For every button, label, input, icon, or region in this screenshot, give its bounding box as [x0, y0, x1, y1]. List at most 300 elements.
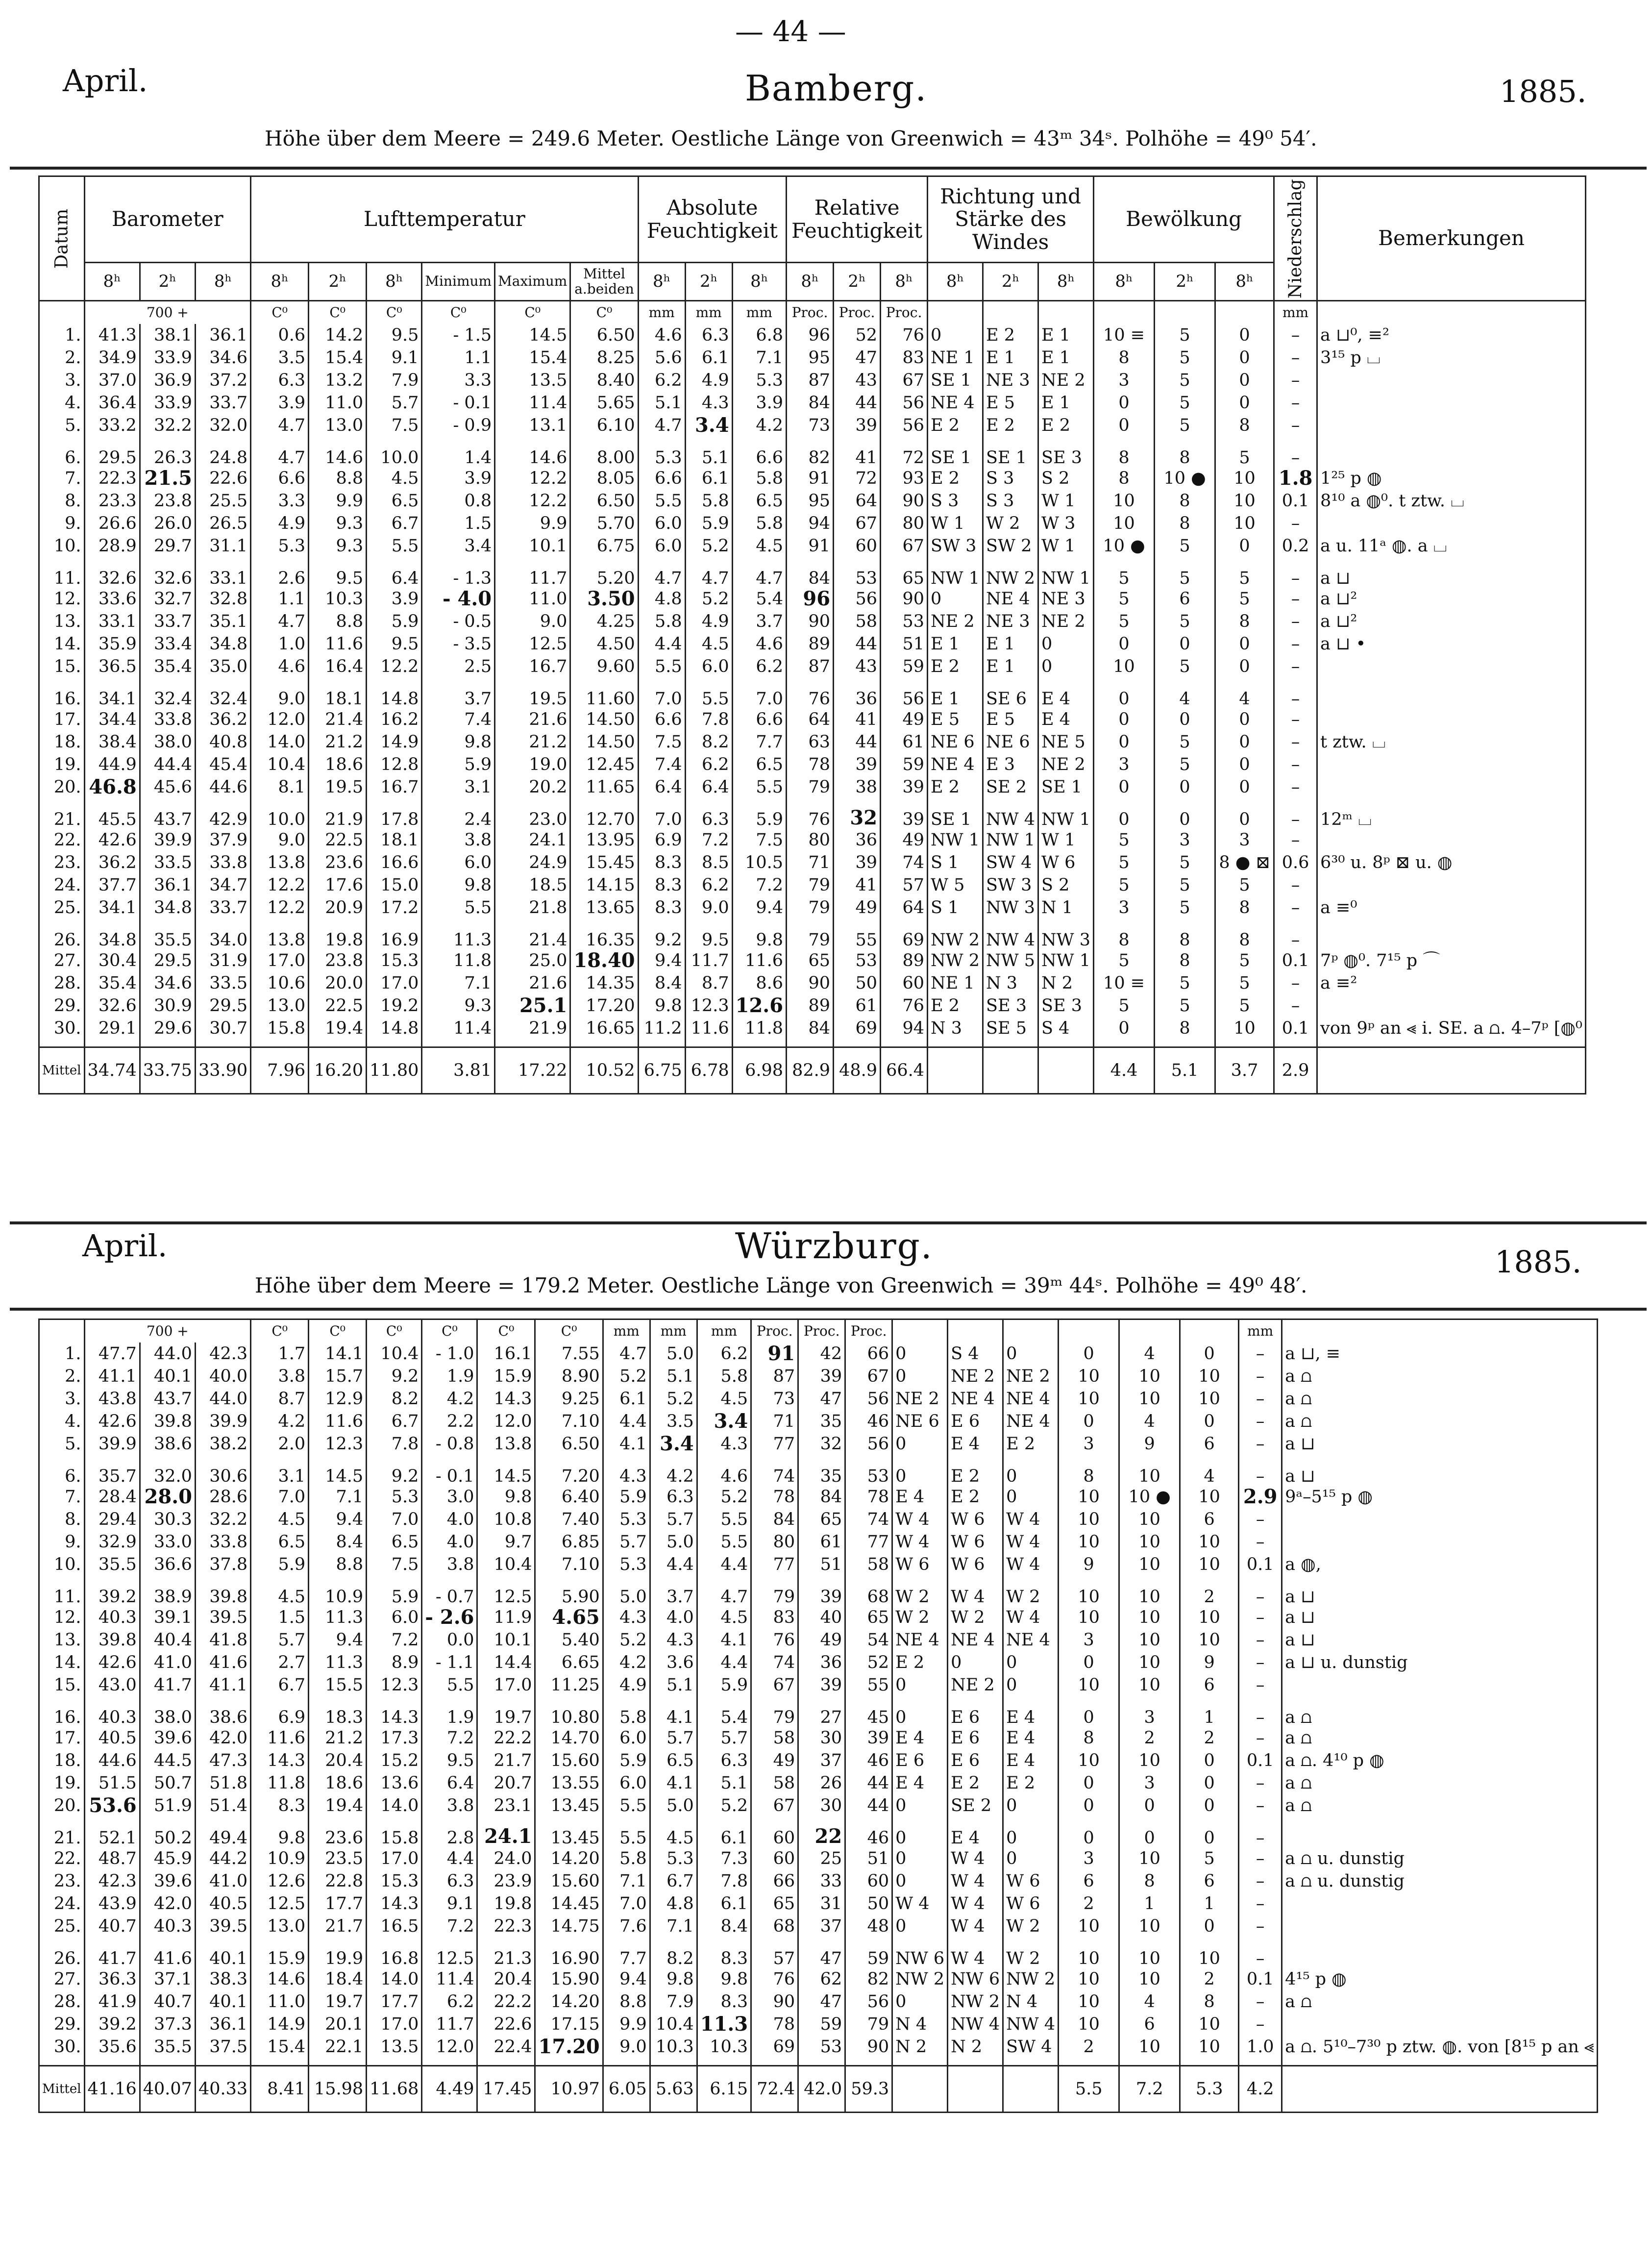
cell-absf-2h: 6.3 — [685, 324, 732, 347]
cell-baro-2h: 45.6 — [140, 776, 195, 798]
cell-absf-8h-eve: 8.3 — [697, 1990, 751, 2013]
cell-wind-8h: SW 3 — [928, 535, 983, 557]
cell-wind-8h-eve: W 2 — [1003, 1938, 1059, 1968]
cell-cloud-8h-eve: 0 — [1180, 1749, 1239, 1772]
cell-absf-8h-eve: 3.9 — [732, 392, 786, 414]
cell-niederschlag: – — [1274, 512, 1317, 535]
cell-absf-8h-eve: 6.8 — [732, 324, 786, 347]
cell-wind-8h-eve: W 4 — [1003, 1531, 1059, 1553]
cell-relf-8h: 58 — [751, 1727, 798, 1749]
cell-temp-2h: 14.1 — [309, 1343, 367, 1365]
cell-wind-2h: SE 1 — [983, 437, 1038, 467]
mittel-niederschlag: 2.9 — [1274, 1047, 1317, 1094]
cell-absf-8h: 6.2 — [638, 369, 685, 392]
cell-baro-8h-eve: 29.5 — [195, 995, 250, 1017]
cell-baro-8h: 52.1 — [84, 1817, 140, 1847]
cell-temp-8h-eve: 15.0 — [367, 874, 422, 896]
cell-wind-8h-eve: E 4 — [1038, 678, 1094, 708]
cell-cloud-8h: 0 — [1094, 414, 1155, 437]
cell-temp-mittel: 14.15 — [570, 874, 638, 896]
cell-relf-8h: 89 — [787, 633, 834, 655]
table-row — [39, 708, 1586, 731]
datum-header: Datum — [39, 176, 85, 301]
cell-temp-mittel: 14.75 — [535, 1915, 603, 1938]
cell-baro-8h-eve: 39.5 — [195, 1606, 250, 1629]
cell-baro-2h: 29.7 — [140, 535, 195, 557]
cell-temp-mittel: 14.20 — [535, 1990, 603, 2013]
cell-wind-8h: 0 — [892, 1433, 948, 1455]
cell-cloud-2h: 10 — [1119, 1847, 1180, 1870]
cell-cloud-8h-eve: 0 — [1215, 708, 1274, 731]
cell-wind-8h-eve: W 6 — [1038, 851, 1094, 874]
cell-relf-8h-eve: 53 — [845, 1455, 892, 1486]
cell-temp-mittel: 10.80 — [535, 1696, 603, 1727]
cell-temp-2h: 11.0 — [309, 392, 367, 414]
cell-wind-2h: E 2 — [948, 1486, 1003, 1508]
cell-temp-8h: 4.7 — [251, 610, 309, 633]
cell-wind-8h: W 1 — [928, 512, 983, 535]
cell-wind-8h: NE 1 — [928, 972, 983, 995]
cell-temp-8h: 1.7 — [251, 1343, 309, 1365]
cell-relf-8h-eve: 82 — [845, 1968, 892, 1990]
cell-wind-2h: E 6 — [948, 1410, 1003, 1433]
cell-cloud-8h: 5 — [1094, 588, 1155, 610]
cell-wind-2h: NW 5 — [983, 949, 1038, 972]
cell-relf-8h-eve: 56 — [845, 1388, 892, 1410]
cell-baro-8h: 39.2 — [84, 1576, 140, 1606]
cell-baro-8h: 23.3 — [84, 490, 140, 512]
cell-relf-8h: 76 — [787, 678, 834, 708]
cell-baro-8h: 40.3 — [84, 1696, 140, 1727]
cell-datum: 1. — [39, 1343, 85, 1365]
cell-baro-8h: 41.9 — [84, 1990, 140, 2013]
cell-temp-8h: 9.0 — [251, 678, 309, 708]
cell-absf-8h-eve: 11.6 — [732, 949, 786, 972]
cell-cloud-2h: 6 — [1119, 2013, 1180, 2036]
cell-relf-8h: 84 — [787, 557, 834, 588]
cell-temp-max: 14.3 — [477, 1388, 535, 1410]
cell-temp-min: 11.8 — [422, 949, 495, 972]
cell-temp-8h: 6.9 — [251, 1696, 309, 1727]
cell-absf-8h-eve: 8.4 — [697, 1915, 751, 1938]
cell-absf-2h: 9.8 — [650, 1968, 697, 1990]
cell-absf-8h: 8.8 — [603, 1990, 650, 2013]
cell-baro-2h: 33.8 — [140, 708, 195, 731]
table-row — [39, 1531, 1598, 1553]
cell-cloud-8h-eve: 0 — [1215, 535, 1274, 557]
cell-temp-2h: 14.6 — [309, 437, 367, 467]
table-row — [39, 829, 1586, 851]
cell-relf-2h: 84 — [798, 1486, 845, 1508]
cell-datum: 4. — [39, 1410, 85, 1433]
cell-temp-2h: 22.5 — [309, 829, 367, 851]
cell-cloud-8h: 3 — [1094, 896, 1155, 919]
cell-temp-8h-eve: 6.5 — [367, 490, 422, 512]
cell-wind-2h: E 6 — [948, 1696, 1003, 1727]
mittel-temp-min: 3.81 — [422, 1047, 495, 1094]
cell-relf-8h-eve: 60 — [845, 1870, 892, 1892]
cell-baro-8h-eve: 33.8 — [195, 851, 250, 874]
cell-cloud-8h: 0 — [1059, 1343, 1119, 1365]
cell-temp-min: 1.5 — [422, 512, 495, 535]
cell-temp-2h: 11.3 — [309, 1651, 367, 1674]
cell-temp-2h: 19.8 — [309, 919, 367, 949]
table-row — [39, 324, 1586, 347]
cell-relf-8h: 95 — [787, 490, 834, 512]
unit: C⁰ — [251, 1319, 309, 1343]
cell-bemerkung — [1282, 1938, 1598, 1968]
cell-cloud-8h: 6 — [1059, 1870, 1119, 1892]
cell-temp-mittel: 14.50 — [570, 708, 638, 731]
cell-relf-8h-eve: 39 — [845, 1727, 892, 1749]
cell-absf-8h-eve: 10.3 — [697, 2036, 751, 2058]
cell-relf-8h-eve: 80 — [881, 512, 928, 535]
cell-temp-2h: 15.5 — [309, 1674, 367, 1696]
cell-temp-8h: 10.6 — [251, 972, 309, 995]
cell-temp-8h: 14.9 — [251, 2013, 309, 2036]
cell-temp-mittel: 5.90 — [535, 1576, 603, 1606]
table-row — [39, 1410, 1598, 1433]
cell-temp-min: 0.0 — [422, 1629, 477, 1651]
cell-cloud-8h-eve: 5 — [1215, 557, 1274, 588]
cell-wind-8h: S 3 — [928, 490, 983, 512]
cell-absf-2h: 6.7 — [650, 1870, 697, 1892]
cell-baro-8h-eve: 51.4 — [195, 1794, 250, 1817]
cell-temp-max: 11.7 — [495, 557, 570, 588]
cell-relf-8h-eve: 79 — [845, 2013, 892, 2036]
cell-relf-2h: 44 — [834, 392, 881, 414]
cell-absf-8h: 6.0 — [638, 535, 685, 557]
cell-cloud-8h-eve: 0 — [1215, 369, 1274, 392]
cell-cloud-8h-eve: 1 — [1180, 1696, 1239, 1727]
cell-temp-mittel: 8.90 — [535, 1365, 603, 1388]
cell-datum: 15. — [39, 655, 85, 678]
cell-cloud-8h-eve: 0 — [1215, 633, 1274, 655]
cell-relf-2h: 50 — [834, 972, 881, 995]
cell-temp-2h: 12.9 — [309, 1388, 367, 1410]
col-header-maximum: Maximum — [495, 263, 570, 301]
cell-temp-8h-eve: 6.4 — [367, 557, 422, 588]
cell-relf-8h-eve: 49 — [881, 708, 928, 731]
cell-bemerkung: 4¹⁵ p ◍ — [1282, 1968, 1598, 1990]
cell-baro-8h-eve: 24.8 — [195, 437, 250, 467]
cell-temp-max: 12.5 — [477, 1576, 535, 1606]
cell-temp-8h-eve: 5.5 — [367, 535, 422, 557]
cell-wind-8h-eve: SE 3 — [1038, 995, 1094, 1017]
cell-relf-8h-eve: 65 — [845, 1606, 892, 1629]
cell-temp-min: 4.0 — [422, 1531, 477, 1553]
table-row — [39, 1968, 1598, 1990]
cell-niederschlag: – — [1274, 678, 1317, 708]
cell-wind-8h: NW 1 — [928, 557, 983, 588]
table-row — [39, 1651, 1598, 1674]
unit: Proc. — [751, 1319, 798, 1343]
cell-wind-8h: NW 2 — [928, 919, 983, 949]
cell-temp-mittel: 15.45 — [570, 851, 638, 874]
cell-wind-8h-eve: E 2 — [1003, 1772, 1059, 1794]
cell-datum: 9. — [39, 1531, 85, 1553]
station-name: Bamberg. — [745, 68, 928, 109]
cell-baro-2h: 40.1 — [140, 1365, 195, 1388]
cell-baro-2h: 38.1 — [140, 324, 195, 347]
cell-niederschlag: – — [1239, 1365, 1282, 1388]
cell-cloud-2h: 5 — [1155, 369, 1215, 392]
table-row — [39, 1606, 1598, 1629]
cell-temp-8h: 11.8 — [251, 1772, 309, 1794]
cell-baro-2h: 33.5 — [140, 851, 195, 874]
cell-niederschlag: 1.8 — [1274, 467, 1317, 490]
cell-relf-8h-eve: 44 — [845, 1772, 892, 1794]
cell-wind-2h: NW 4 — [948, 2013, 1003, 2036]
cell-niederschlag: 0.1 — [1239, 1968, 1282, 1990]
cell-baro-8h-eve: 40.8 — [195, 731, 250, 753]
cell-baro-2h: 35.4 — [140, 655, 195, 678]
cell-absf-8h: 4.7 — [638, 414, 685, 437]
cell-absf-2h: 4.9 — [685, 369, 732, 392]
cell-baro-8h-eve: 34.6 — [195, 347, 250, 369]
cell-absf-8h: 6.0 — [603, 1727, 650, 1749]
cell-cloud-8h-eve: 0 — [1180, 1343, 1239, 1365]
cell-relf-8h: 96 — [787, 324, 834, 347]
cell-cloud-2h: 4 — [1119, 1343, 1180, 1365]
table-row — [39, 369, 1586, 392]
col-header: 8ʰ — [195, 263, 250, 301]
cell-baro-2h: 38.0 — [140, 1696, 195, 1727]
cell-baro-2h: 33.4 — [140, 633, 195, 655]
cell-relf-8h: 67 — [751, 1794, 798, 1817]
cell-baro-2h: 41.0 — [140, 1651, 195, 1674]
cell-absf-8h-eve: 5.3 — [732, 369, 786, 392]
cell-wind-8h: NW 6 — [892, 1938, 948, 1968]
cell-relf-2h: 49 — [834, 896, 881, 919]
cell-temp-max: 11.9 — [477, 1606, 535, 1629]
cell-relf-2h: 59 — [798, 2013, 845, 2036]
cell-relf-8h-eve: 53 — [881, 610, 928, 633]
cell-cloud-2h: 4 — [1119, 1410, 1180, 1433]
cell-cloud-2h: 5 — [1155, 995, 1215, 1017]
cell-bemerkung: a ⊔, ≡ — [1282, 1343, 1598, 1365]
col-header: 8ʰ — [84, 263, 140, 301]
cell-wind-2h: NW 3 — [983, 896, 1038, 919]
cell-temp-8h-eve: 3.9 — [367, 588, 422, 610]
cell-wind-8h-eve: E 1 — [1038, 347, 1094, 369]
cell-baro-8h-eve: 47.3 — [195, 1749, 250, 1772]
cell-datum: 12. — [39, 588, 85, 610]
cell-niederschlag: – — [1239, 1576, 1282, 1606]
cell-wind-8h-eve: W 4 — [1003, 1606, 1059, 1629]
unit: C⁰ — [367, 1319, 422, 1343]
cell-absf-8h-eve: 4.7 — [697, 1576, 751, 1606]
cell-temp-min: - 4.0 — [422, 588, 495, 610]
cell-temp-8h-eve: 14.8 — [367, 1017, 422, 1040]
mittel-temp-mittel: 10.97 — [535, 2066, 603, 2113]
cell-wind-8h: N 2 — [892, 2036, 948, 2058]
cell-wind-8h-eve: W 6 — [1003, 1892, 1059, 1915]
cell-temp-2h: 19.4 — [309, 1794, 367, 1817]
cell-cloud-8h-eve: 5 — [1215, 437, 1274, 467]
cell-wind-8h-eve: NW 4 — [1003, 2013, 1059, 2036]
cell-cloud-8h: 10 ≡ — [1094, 324, 1155, 347]
cell-temp-min: 9.8 — [422, 731, 495, 753]
cell-absf-8h-eve: 6.6 — [732, 708, 786, 731]
cell-relf-8h: 78 — [751, 1486, 798, 1508]
cell-absf-2h: 3.4 — [650, 1433, 697, 1455]
cell-absf-8h-eve: 7.8 — [697, 1870, 751, 1892]
cell-absf-8h: 5.5 — [638, 655, 685, 678]
cell-cloud-2h: 10 — [1119, 1749, 1180, 1772]
cell-temp-8h-eve: 14.0 — [367, 1794, 422, 1817]
cell-cloud-8h: 0 — [1059, 1410, 1119, 1433]
mittel-temp-max: 17.45 — [477, 2066, 535, 2113]
cell-absf-2h: 5.7 — [650, 1508, 697, 1531]
cell-temp-8h-eve: 19.2 — [367, 995, 422, 1017]
cell-temp-max: 24.0 — [477, 1847, 535, 1870]
cell-temp-2h: 23.5 — [309, 1847, 367, 1870]
cell-cloud-8h: 10 — [1059, 1915, 1119, 1938]
cell-baro-2h: 38.6 — [140, 1433, 195, 1455]
cell-temp-max: 21.6 — [495, 708, 570, 731]
cell-wind-8h-eve: N 1 — [1038, 896, 1094, 919]
cell-relf-8h: 84 — [751, 1508, 798, 1531]
niederschlag-header: Niederschlag — [1274, 176, 1317, 301]
cell-datum: 12. — [39, 1606, 85, 1629]
cell-baro-8h: 33.6 — [84, 588, 140, 610]
cell-temp-mittel: 13.45 — [535, 1817, 603, 1847]
cell-relf-2h: 60 — [834, 535, 881, 557]
cell-cloud-2h: 1 — [1119, 1892, 1180, 1915]
cell-baro-8h: 29.5 — [84, 437, 140, 467]
table-row — [39, 535, 1586, 557]
cell-relf-8h-eve: 72 — [881, 437, 928, 467]
cell-absf-8h-eve: 5.4 — [697, 1696, 751, 1727]
cell-baro-2h: 44.4 — [140, 753, 195, 776]
cell-relf-8h: 76 — [787, 798, 834, 829]
cell-absf-2h: 7.2 — [685, 829, 732, 851]
cell-cloud-2h: 0 — [1155, 633, 1215, 655]
cell-temp-8h: 7.0 — [251, 1486, 309, 1508]
cell-temp-min: 5.5 — [422, 1674, 477, 1696]
cell-temp-8h: 4.6 — [251, 655, 309, 678]
cell-baro-8h: 41.1 — [84, 1365, 140, 1388]
col-header: 8ʰ — [1094, 263, 1155, 301]
cell-cloud-8h-eve: 8 — [1215, 919, 1274, 949]
cell-relf-2h: 49 — [798, 1629, 845, 1651]
cell-temp-max: 21.4 — [495, 919, 570, 949]
cell-bemerkung — [1282, 1674, 1598, 1696]
cell-temp-8h-eve: 9.5 — [367, 633, 422, 655]
cell-relf-8h-eve: 46 — [845, 1749, 892, 1772]
cell-absf-2h: 4.3 — [685, 392, 732, 414]
cell-temp-8h: 9.8 — [251, 1817, 309, 1847]
cell-wind-2h: E 4 — [948, 1817, 1003, 1847]
cell-relf-8h: 73 — [787, 414, 834, 437]
cell-wind-8h: E 4 — [892, 1486, 948, 1508]
cell-temp-max: 19.8 — [477, 1892, 535, 1915]
cell-baro-8h: 33.1 — [84, 610, 140, 633]
cell-baro-8h-eve: 36.1 — [195, 2013, 250, 2036]
cell-niederschlag: – — [1239, 1817, 1282, 1847]
cell-cloud-8h: 8 — [1059, 1455, 1119, 1486]
cell-temp-2h: 9.5 — [309, 557, 367, 588]
cell-baro-8h-eve: 30.7 — [195, 1017, 250, 1040]
cell-niederschlag: – — [1274, 414, 1317, 437]
cell-niederschlag: – — [1239, 1794, 1282, 1817]
cell-temp-8h-eve: 9.2 — [367, 1365, 422, 1388]
cell-absf-8h: 6.0 — [603, 1772, 650, 1794]
cell-cloud-8h: 9 — [1059, 1553, 1119, 1576]
cell-temp-8h-eve: 12.8 — [367, 753, 422, 776]
cell-absf-8h-eve: 6.1 — [697, 1817, 751, 1847]
cell-temp-8h-eve: 7.5 — [367, 1553, 422, 1576]
mittel-cloud-2h: 5.1 — [1155, 1047, 1215, 1094]
cell-baro-8h: 40.7 — [84, 1915, 140, 1938]
cell-baro-2h: 38.0 — [140, 731, 195, 753]
cell-baro-2h: 39.8 — [140, 1410, 195, 1433]
cell-relf-2h: 47 — [798, 1938, 845, 1968]
cell-temp-8h: 5.9 — [251, 1553, 309, 1576]
cell-cloud-2h: 10 — [1119, 1553, 1180, 1576]
cell-absf-8h: 7.0 — [638, 798, 685, 829]
cell-wind-8h: SE 1 — [928, 369, 983, 392]
cell-relf-8h: 69 — [751, 2036, 798, 2058]
cell-wind-8h-eve: NW 2 — [1003, 1968, 1059, 1990]
cell-wind-8h: 0 — [892, 1990, 948, 2013]
cell-temp-min: 11.7 — [422, 2013, 477, 2036]
cell-temp-2h: 19.7 — [309, 1990, 367, 2013]
observation-table-wuerzburg — [38, 1319, 1598, 2113]
cell-temp-min: - 1.5 — [422, 324, 495, 347]
cell-cloud-8h-eve: 8 — [1180, 1990, 1239, 2013]
cell-absf-8h: 4.4 — [638, 633, 685, 655]
cell-absf-2h: 5.1 — [650, 1674, 697, 1696]
cell-temp-min: 3.7 — [422, 678, 495, 708]
col-header: 2ʰ — [309, 263, 367, 301]
cell-wind-2h: W 2 — [948, 1606, 1003, 1629]
cell-temp-max: 14.4 — [477, 1651, 535, 1674]
cell-absf-2h: 5.2 — [685, 588, 732, 610]
relative-feuchtigkeit-header: Relative Feuchtigkeit — [787, 176, 928, 263]
cell-baro-2h: 29.6 — [140, 1017, 195, 1040]
table-row — [39, 1794, 1598, 1817]
cell-baro-2h: 45.9 — [140, 1847, 195, 1870]
cell-temp-mittel: 6.75 — [570, 535, 638, 557]
cell-relf-8h: 74 — [751, 1651, 798, 1674]
cell-temp-2h: 22.1 — [309, 2036, 367, 2058]
cell-temp-2h: 23.6 — [309, 1817, 367, 1847]
cell-cloud-8h-eve: 5 — [1180, 1847, 1239, 1870]
cell-relf-8h: 90 — [751, 1990, 798, 2013]
mittel-cloud-8h-eve: 5.3 — [1180, 2066, 1239, 2113]
cell-baro-8h-eve: 37.5 — [195, 2036, 250, 2058]
cell-temp-max: 13.1 — [495, 414, 570, 437]
cell-relf-8h: 89 — [787, 995, 834, 1017]
cell-temp-mittel: 6.10 — [570, 414, 638, 437]
cell-cloud-2h: 10 — [1119, 1674, 1180, 1696]
cell-relf-8h: 78 — [787, 753, 834, 776]
cell-baro-8h-eve: 42.0 — [195, 1727, 250, 1749]
cell-bemerkung: a ⩍ — [1282, 1990, 1598, 2013]
cell-baro-8h-eve: 33.8 — [195, 1531, 250, 1553]
table-row — [39, 1365, 1598, 1388]
cell-wind-2h: W 4 — [948, 1938, 1003, 1968]
cell-baro-8h-eve: 35.1 — [195, 610, 250, 633]
unit: mm — [1239, 1319, 1282, 1343]
cell-relf-2h: 65 — [798, 1508, 845, 1531]
cell-relf-8h-eve: 90 — [881, 588, 928, 610]
cell-wind-8h-eve: W 1 — [1038, 535, 1094, 557]
cell-absf-2h: 9.0 — [685, 896, 732, 919]
cell-relf-2h: 42 — [798, 1343, 845, 1365]
